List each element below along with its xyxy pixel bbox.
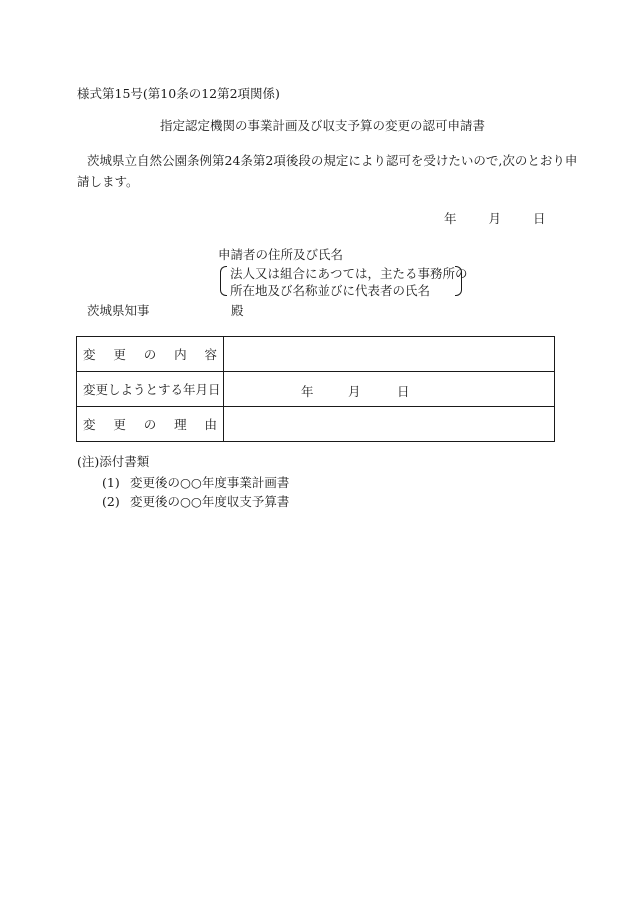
change-date-month: 月 xyxy=(348,384,361,399)
change-date-year: 年 xyxy=(301,384,314,399)
body-text-line-2: 請します。 xyxy=(77,174,139,189)
table-row-change-date xyxy=(77,372,555,407)
corporation-note-line-1: 法人又は組合にあつては，主たる事務所の xyxy=(230,266,468,281)
form-number: 様式第15号(第10条の12第2項関係) xyxy=(77,86,280,101)
right-bracket xyxy=(455,266,462,296)
note-number: (1) xyxy=(102,475,120,490)
note-item xyxy=(102,492,289,510)
note-text: 変更後の○○年度収支予算書 xyxy=(130,494,290,509)
left-bracket xyxy=(220,266,227,296)
change-date-field[interactable] xyxy=(224,372,555,407)
change-reason-field[interactable] xyxy=(224,407,555,442)
date-month-label: 月 xyxy=(488,211,502,226)
honorific: 殿 xyxy=(231,303,244,318)
note-item xyxy=(102,473,289,491)
notes-heading: (注)添付書類 xyxy=(77,454,150,469)
corporation-note-line-2: 所在地及び名称並びに代表者の氏名 xyxy=(230,283,431,298)
table-row-change-content xyxy=(77,337,555,372)
change-date-day: 日 xyxy=(397,384,410,399)
note-text: 変更後の○○年度事業計画書 xyxy=(130,475,290,490)
change-content-label: 変 更 の 内 容 xyxy=(77,337,224,372)
addressee: 茨城県知事 xyxy=(87,303,150,318)
application-date xyxy=(444,209,546,227)
document-title: 指定認定機関の事業計画及び収支予算の変更の認可申請書 xyxy=(160,118,486,133)
body-text-line-1: 茨城県立自然公園条例第24条第2項後段の規定により認可を受けたいので,次のとおり申 xyxy=(87,153,578,168)
change-date-label: 変更しようとする年月日 xyxy=(77,372,224,407)
date-day-label: 日 xyxy=(533,211,546,226)
change-content-field[interactable] xyxy=(224,337,555,372)
applicant-label: 申請者の住所及び氏名 xyxy=(218,247,344,262)
corporation-note xyxy=(218,264,468,298)
table-row-change-reason xyxy=(77,407,555,442)
application-table xyxy=(76,336,555,442)
change-reason-label: 変 更 の 理 由 xyxy=(77,407,224,442)
date-year-label: 年 xyxy=(444,211,457,226)
note-number: (2) xyxy=(102,494,120,509)
